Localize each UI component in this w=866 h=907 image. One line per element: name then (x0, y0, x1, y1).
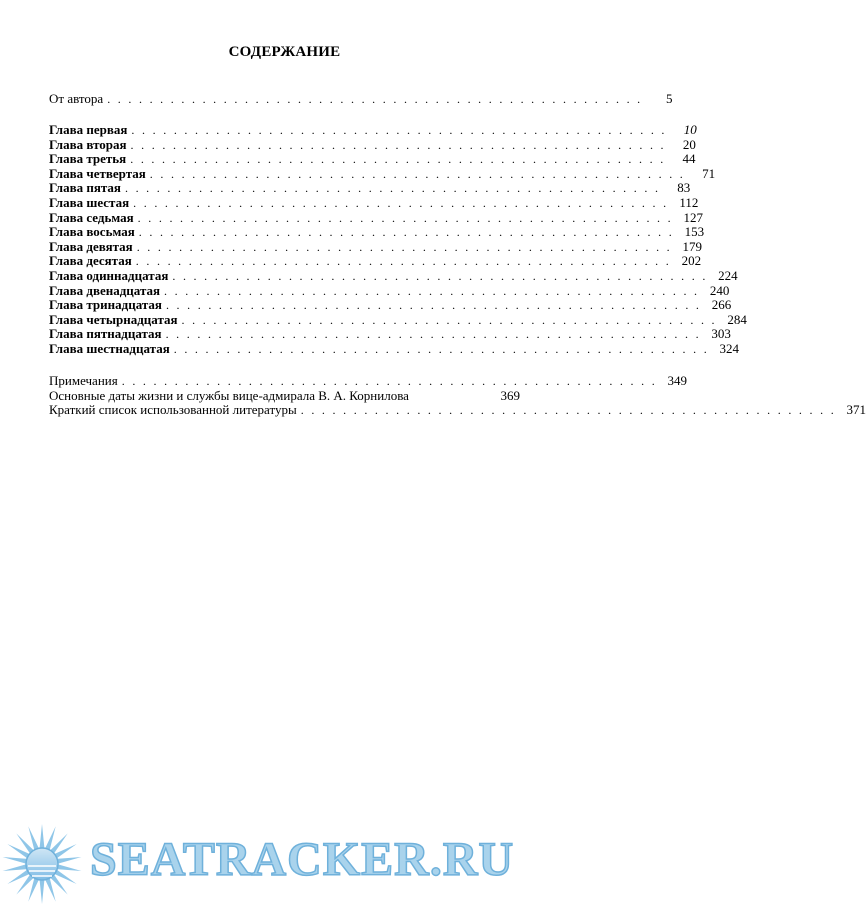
toc-entry-label: Глава первая (49, 122, 128, 137)
leader-dots: . . . . . . . . . . . . . . . . . . . . . . . . . . . . . . . . . . . . . . . . . . . . . . . . . . . (138, 225, 675, 240)
toc-entry[interactable] (49, 253, 702, 269)
toc-entry-label: Глава одиннадцатая (49, 267, 169, 283)
toc-entry[interactable] (49, 136, 696, 153)
toc-entry[interactable] (49, 91, 673, 107)
toc-entry-page: 179 (682, 238, 702, 254)
toc-entry[interactable] (49, 209, 703, 226)
toc-entry[interactable] (49, 267, 738, 284)
toc-entry-label: Глава вторая (49, 136, 127, 152)
toc-entry-page: 83 (677, 180, 691, 196)
toc-entry-page: 112 (679, 194, 699, 210)
leader-dots: . . . . . . . . . . . . . . . . . . . . . . . . . . . . . . . . . . . . . . . . . . . . . . . . . . . (107, 92, 643, 106)
leader-dots: . . . . . . . . . . . . . . . . . . . . . . . . . . . . . . . . . . . . . . . . . . . . . . . . . . . (130, 152, 666, 167)
leader-dots: . . . . . . . . . . . . . . . . . . . . . . . . . . . . . . . . . . . . . . . . . . . . . . . . . . . (164, 283, 700, 298)
leader-dots: . . . . . . . . . . . . . . . . . . . . . . . . . . . . . . . . . . . . . . . . . . . . . . . . . . . (172, 268, 708, 283)
toc-entry-page: 44 (682, 151, 696, 167)
toc-entry-page: 266 (711, 297, 732, 313)
leader-dots: . . . . . . . . . . . . . . . . . . . . . . . . . . . . . . . . . . . . . . . . . . . . . . . . . . . (135, 254, 672, 269)
toc-entry-label: Глава шестнадцатая (49, 340, 170, 356)
toc-entry-page: 20 (682, 136, 696, 152)
leader-dots: . . . . . . . . . . . . . . . . . . . . . . . . . . . . . . . . . . . . . . . . . . . . . . . . . . . (124, 181, 661, 196)
leader-dots: . . . . . . . . . . . . . . . . . . . . . . . . . . . . . . . . . . . . . . . . . . . . . . . . . . . (121, 374, 658, 388)
toc-entry-page: 5 (666, 91, 673, 106)
toc-entry-label: Глава пятая (49, 180, 121, 196)
leader-dots: . . . . . . . . . . . . . . . . . . . . . . . . . . . . . . . . . . . . . . . . . . . . . . . . . . . (165, 327, 701, 342)
toc-entry-label: Глава седьмая (49, 209, 134, 225)
toc-entry[interactable] (49, 238, 702, 255)
toc-entry[interactable] (49, 297, 732, 313)
toc-entry-label: Глава четырнадцатая (49, 311, 178, 327)
toc-entry[interactable] (49, 311, 747, 328)
toc-entry-page: 10 (683, 122, 697, 137)
toc-entry-label: Глава тринадцатая (49, 297, 162, 313)
toc-entry-label: От автора (49, 91, 104, 106)
toc-entry-page: 202 (681, 253, 702, 269)
toc-entry-label: Краткий список использованной литературы (49, 402, 297, 418)
toc-entry-label: Глава двенадцатая (49, 282, 161, 298)
leader-dots: . . . . . . . . . . . . . . . . . . . . . . . . . . . . . . . . . . . . . . . . . . . . . . . . . . . (131, 123, 667, 137)
toc-entry-page: 324 (719, 340, 740, 356)
toc-entry[interactable] (49, 340, 740, 357)
leader-dots: . . . . . . . . . . . . . . . . . . . . . . . . . . . . . . . . . . . . . . . . . . . . . . . . . . . (137, 210, 673, 225)
leader-dots: . . . . . . . . . . . . . . . . . . . . . . . . . . . . . . . . . . . . . . . . . . . . . . . . . . . (136, 239, 672, 254)
toc-intro (49, 91, 673, 107)
toc-entry[interactable] (49, 389, 520, 404)
leader-dots: . . . . . . . . . . . . . . . . . . . . . . . . . . . . . . . . . . . . . . . . . . . . . . . . . . . (165, 298, 702, 313)
toc-entry[interactable] (49, 122, 697, 138)
toc-entry-page: 349 (667, 373, 688, 388)
toc-entry-label: Глава шестая (49, 194, 130, 210)
page-title: СОДЕРЖАНИЕ (228, 44, 341, 60)
toc-entry-page: 71 (702, 165, 716, 181)
toc-entry-label: Глава десятая (49, 253, 132, 269)
toc-chapters (49, 122, 747, 357)
toc-entry-page: 303 (711, 326, 731, 342)
leader-dots: . . . . . . . . . . . . . . . . . . . . . . . . . . . . . . . . . . . . . . . . . . . . . . . . . . . (173, 341, 710, 356)
toc-entry[interactable] (49, 194, 699, 211)
toc-entry[interactable] (49, 326, 731, 342)
toc-entry-page: 284 (727, 311, 747, 327)
toc-entry-page: 240 (709, 282, 730, 298)
toc-entry[interactable] (49, 224, 705, 240)
toc-entry-label: Примечания (49, 373, 118, 388)
toc-entry-page: 224 (718, 267, 738, 283)
toc-entry-page: 127 (683, 209, 703, 225)
watermark-text: SEATRACKER.RU (90, 833, 515, 886)
toc-entry-label: Глава девятая (49, 238, 133, 254)
toc-entry-page: 153 (684, 224, 705, 240)
leader-dots: . . . . . . . . . . . . . . . . . . . . . . . . . . . . . . . . . . . . . . . . . . . . . . . . . . . (181, 312, 717, 327)
toc-entry-label: Основные даты жизни и службы вице-адмирала В. А. Корнилова (49, 387, 409, 403)
leader-dots: . . . . . . . . . . . . . . . . . . . . . . . . . . . . . . . . . . . . . . . . . . . . . . . . . . . (300, 403, 837, 418)
toc-entry-label: Глава третья (49, 151, 127, 167)
leader-dots: . . . . . . . . . . . . . . . . . . . . . . . . . . . . . . . . . . . . . . . . . . . . . . . . . . . (149, 166, 686, 181)
toc-entry-page: 371 (846, 402, 866, 418)
toc-entry[interactable] (49, 180, 691, 196)
toc-entry[interactable] (49, 165, 716, 182)
toc-entry-label: Глава восьмая (49, 224, 135, 240)
toc-entry[interactable] (49, 373, 688, 389)
leader-dots: . . . . . . . . . . . . . . . . . . . . . . . . . . . . . . . . . . . . . . . . . . . . . . . . . . . (130, 137, 666, 152)
leader-dots: . . . . . . . . . . . . . . . . . . . . . . . . . . . . . . . . . . . . . . . . . . . . . . . . . . . (133, 195, 669, 210)
toc-entry-page: 369 (500, 387, 520, 403)
toc-entry-label: Глава пятнадцатая (49, 326, 162, 342)
toc-entry-label: Глава четвертая (49, 165, 146, 181)
toc-entry[interactable] (49, 151, 696, 167)
toc-entry[interactable] (49, 402, 866, 418)
toc-appendix (49, 373, 866, 418)
toc-entry[interactable] (49, 282, 730, 299)
